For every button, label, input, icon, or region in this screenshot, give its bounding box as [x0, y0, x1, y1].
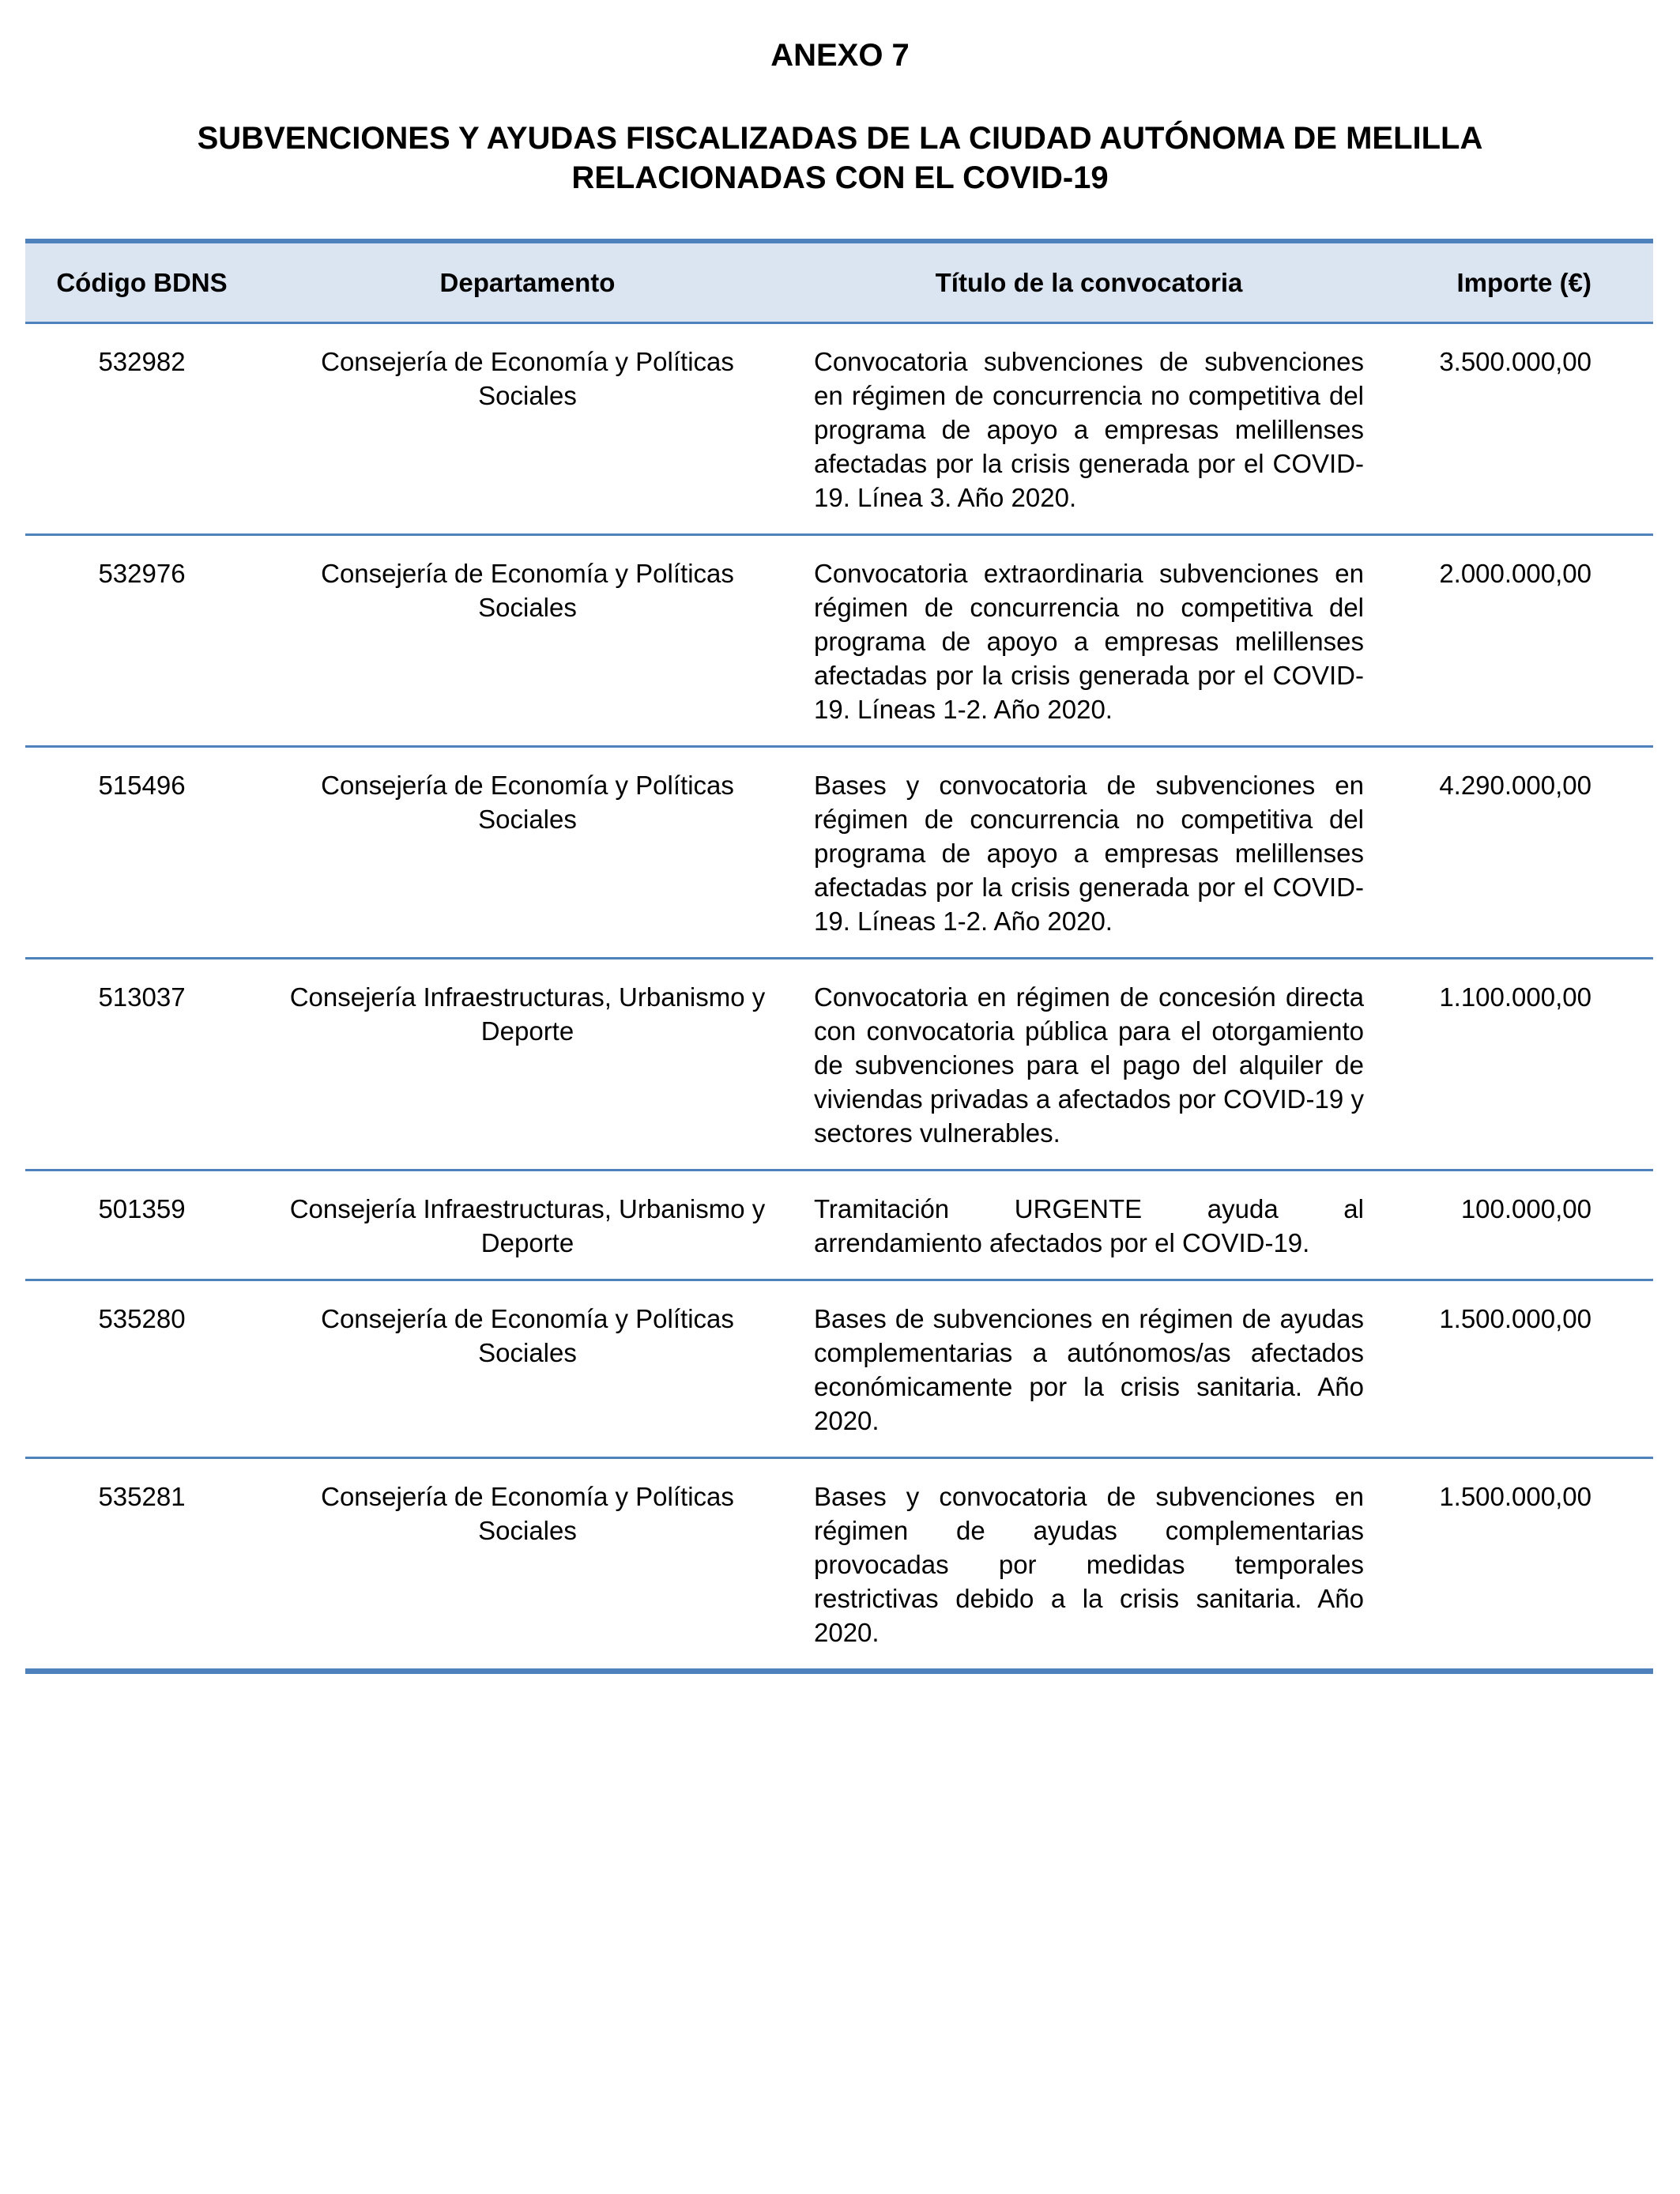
cell-titulo: Convocatoria extraordinaria subvenciones en régimen de concurrencia no competitiva del programa de apoyo a empresas melillenses afectadas por la crisis generada por el COVID-19. Líneas 1-2. Año 2020. — [797, 535, 1381, 747]
cell-codigo-bdns: 513037 — [25, 959, 258, 1171]
cell-importe: 1.100.000,00 — [1381, 959, 1653, 1171]
cell-codigo-bdns: 532982 — [25, 323, 258, 535]
cell-importe: 1.500.000,00 — [1381, 1458, 1653, 1672]
header-importe: Importe (€) — [1381, 241, 1653, 323]
cell-titulo: Tramitación URGENTE ayuda al arrendamiento afectados por el COVID-19. — [797, 1171, 1381, 1280]
header-titulo-convocatoria: Título de la convocatoria — [797, 241, 1381, 323]
table-body — [25, 323, 1653, 1672]
cell-titulo: Convocatoria en régimen de concesión directa con convocatoria pública para el otorgamiento de subvenciones para el pago del alquiler de viviendas privadas a afectados por COVID-19 y sectores vulnerables. — [797, 959, 1381, 1171]
cell-departamento: Consejería de Economía y Políticas Sociales — [258, 535, 797, 747]
cell-codigo-bdns: 532976 — [25, 535, 258, 747]
cell-importe: 3.500.000,00 — [1381, 323, 1653, 535]
cell-titulo: Bases y convocatoria de subvenciones en régimen de ayudas complementarias provocadas por medidas temporales restrictivas debido a la crisis sanitaria. Año 2020. — [797, 1458, 1381, 1672]
table-row — [25, 535, 1653, 747]
cell-departamento: Consejería de Economía y Políticas Sociales — [258, 747, 797, 959]
grants-table — [25, 239, 1653, 1674]
cell-titulo: Convocatoria subvenciones de subvenciones en régimen de concurrencia no competitiva del programa de apoyo a empresas melillenses afectadas por la crisis generada por el COVID-19. Línea 3. Año 2020. — [797, 323, 1381, 535]
cell-departamento: Consejería de Economía y Políticas Sociales — [258, 1458, 797, 1672]
cell-codigo-bdns: 535281 — [25, 1458, 258, 1672]
cell-codigo-bdns: 535280 — [25, 1280, 258, 1458]
header-departamento: Departamento — [258, 241, 797, 323]
cell-importe: 2.000.000,00 — [1381, 535, 1653, 747]
cell-importe: 1.500.000,00 — [1381, 1280, 1653, 1458]
table-row — [25, 323, 1653, 535]
cell-departamento: Consejería de Economía y Políticas Sociales — [258, 1280, 797, 1458]
cell-titulo: Bases de subvenciones en régimen de ayudas complementarias a autónomos/as afectados económicamente por la crisis sanitaria. Año 2020. — [797, 1280, 1381, 1458]
table-row — [25, 747, 1653, 959]
table-row — [25, 959, 1653, 1171]
cell-codigo-bdns: 515496 — [25, 747, 258, 959]
cell-titulo: Bases y convocatoria de subvenciones en régimen de concurrencia no competitiva del programa de apoyo a empresas melillenses afectadas por la crisis generada por el COVID-19. Líneas 1-2. Año 2020. — [797, 747, 1381, 959]
cell-departamento: Consejería de Economía y Políticas Sociales — [258, 323, 797, 535]
cell-codigo-bdns: 501359 — [25, 1171, 258, 1280]
cell-importe: 4.290.000,00 — [1381, 747, 1653, 959]
header-codigo-bdns: Código BDNS — [25, 241, 258, 323]
table-row — [25, 1458, 1653, 1672]
cell-departamento: Consejería Infraestructuras, Urbanismo y Deporte — [258, 959, 797, 1171]
table-row — [25, 1280, 1653, 1458]
table-row — [25, 1171, 1653, 1280]
cell-departamento: Consejería Infraestructuras, Urbanismo y Deporte — [258, 1171, 797, 1280]
table-header — [25, 241, 1653, 323]
document-title-line-1: SUBVENCIONES Y AYUDAS FISCALIZADAS DE LA CIUDAD AUTÓNOMA DE MELILLA — [197, 121, 1483, 156]
document-title — [95, 119, 1585, 198]
table-header-row — [25, 241, 1653, 323]
annex-label: ANEXO 7 — [770, 38, 910, 73]
cell-importe: 100.000,00 — [1381, 1171, 1653, 1280]
document-title-line-2: RELACIONADAS CON EL COVID-19 — [571, 160, 1109, 195]
